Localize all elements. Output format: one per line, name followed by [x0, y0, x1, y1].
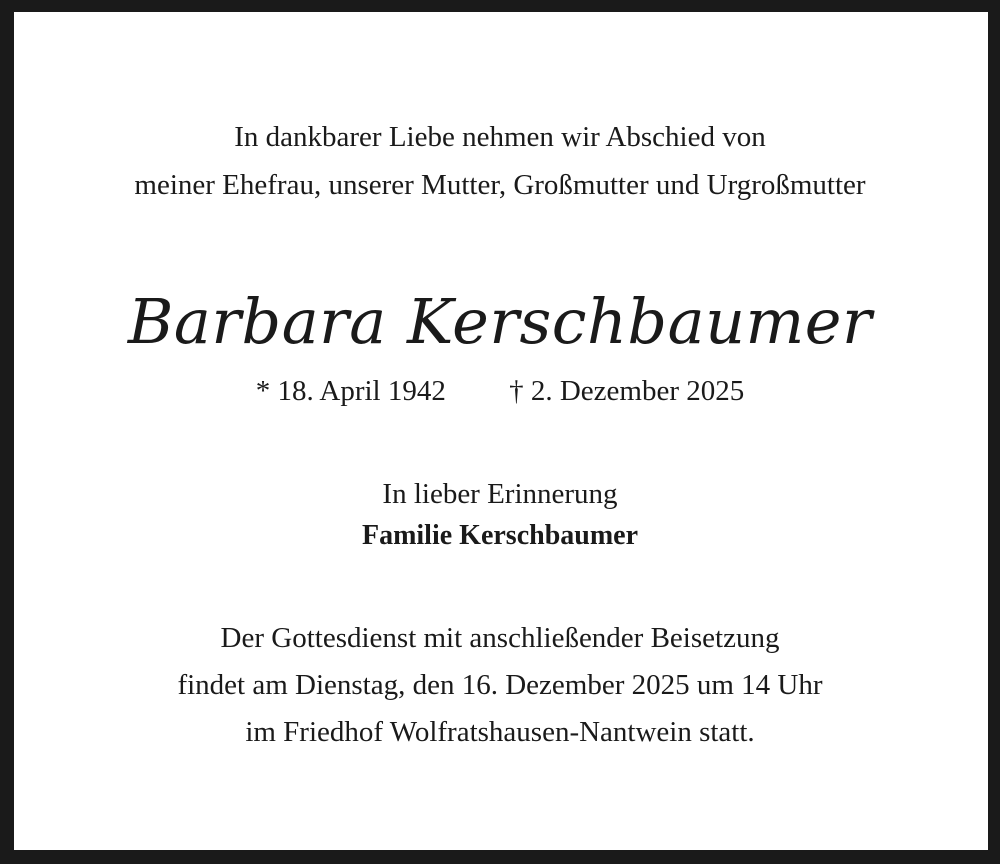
intro-line-2: meiner Ehefrau, unserer Mutter, Großmutter und Urgroßmutter — [134, 169, 866, 201]
service-line-2: findet am Dienstag, den 16. Dezember 2025 um 14 Uhr — [177, 669, 823, 701]
life-dates — [0, 373, 1000, 409]
family-signature: Familie Kerschbaumer — [361, 520, 639, 551]
service-line-1: Der Gottesdienst mit anschließender Beisetzung — [220, 622, 780, 654]
birth-date: * 18. April 1942 — [255, 375, 446, 407]
memory-line: In lieber Erinnerung — [382, 478, 618, 510]
death-date: † 2. Dezember 2025 — [509, 375, 745, 407]
deceased-name: Barbara Kerschbaumer — [127, 285, 873, 358]
service-line-3: im Friedhof Wolfratshausen-Nantwein statt. — [245, 716, 755, 748]
intro-line-1: In dankbarer Liebe nehmen wir Abschied von — [234, 121, 766, 153]
